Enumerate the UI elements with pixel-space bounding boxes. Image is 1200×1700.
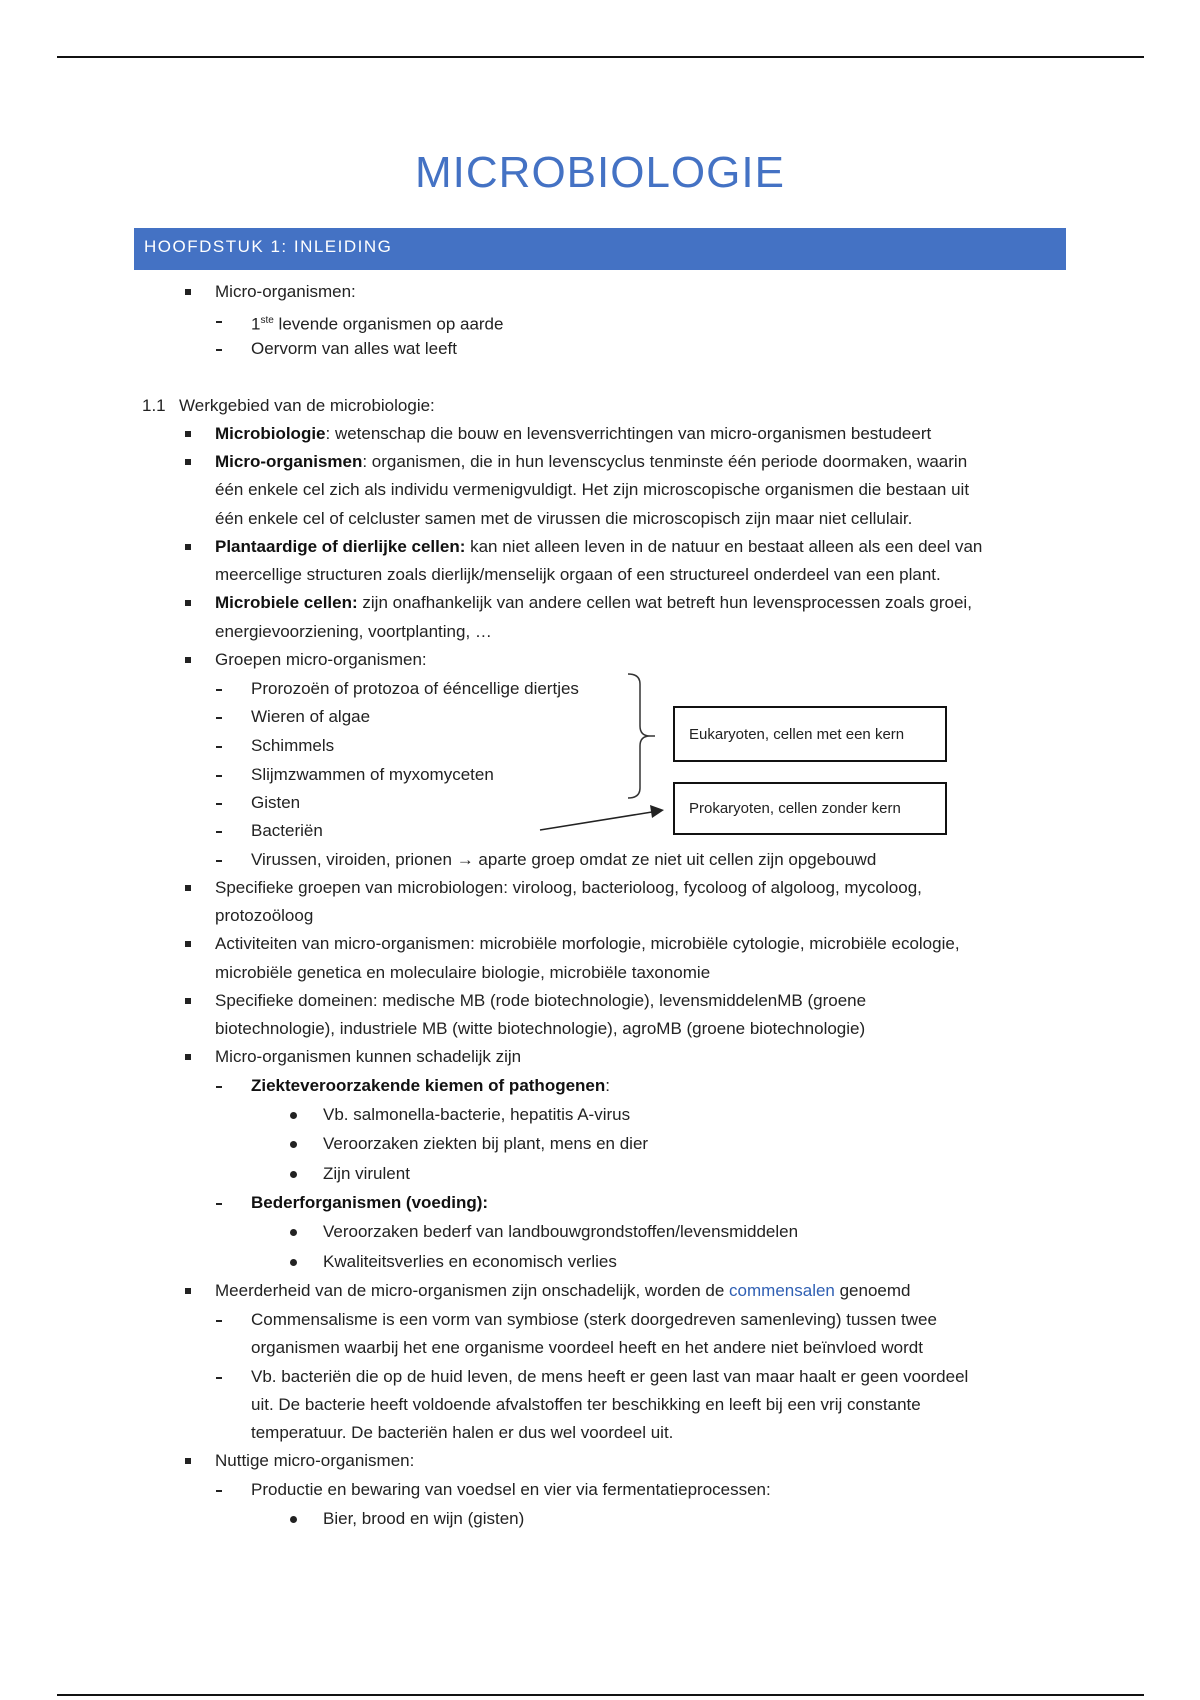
commensalism-2: organismen waarbij het ene organisme voordeel heeft en het andere niet beïnvloed wordt — [251, 1338, 923, 1357]
group-item: Virussen, viroiden, prionen → aparte groep omdat ze niet uit cellen zijn opgebouwd — [251, 850, 877, 869]
curly-brace — [628, 674, 650, 798]
square-bullet — [185, 1054, 191, 1060]
groups-heading: Groepen micro-organismen: — [215, 650, 427, 669]
def-microbiologie: : wetenschap die bouw en levensverrichtingen van micro-organismen bestudeert — [325, 424, 932, 443]
harmless-pre: Meerderheid van de micro-organismen zijn onschadelijk, worden de — [215, 1281, 730, 1300]
intro-sub-1-sup: ste — [260, 315, 274, 326]
dash-bullet — [216, 1490, 222, 1492]
item-micro-organismen-2: één enkele cel zich als individu vermenigvuldigt. Het zijn microscopische organismen die bestaan uit — [215, 480, 970, 499]
dash-bullet — [216, 1377, 222, 1379]
round-bullet — [290, 1171, 297, 1178]
spoilage-item: Kwaliteitsverlies en economisch verlies — [323, 1252, 617, 1271]
pathogen-heading — [251, 1072, 610, 1100]
dash-bullet — [216, 1320, 222, 1322]
round-bullet — [290, 1141, 297, 1148]
group-item: Bacteriën — [251, 821, 323, 840]
spoilage-heading — [251, 1189, 488, 1217]
square-bullet — [185, 885, 191, 891]
group-item: Schimmels — [251, 736, 335, 755]
arrow-line — [540, 812, 652, 830]
term-commensalen: commensalen — [729, 1281, 835, 1300]
group-item: Slijmzwammen of myxomyceten — [251, 765, 494, 784]
dash-bullet — [216, 1086, 222, 1088]
intro-sub-1-text: levende organismen op aarde — [273, 314, 504, 334]
def-micro-organismen-1: : organismen, die in hun levenscyclus tenminste één periode doormaken, waarin — [362, 452, 968, 471]
useful-item: Bier, brood en wijn (gisten) — [323, 1509, 525, 1528]
pathogen-item: Zijn virulent — [323, 1164, 410, 1183]
round-bullet — [290, 1259, 297, 1266]
arrowhead — [650, 805, 664, 818]
intro-sub-1-num: 1 — [251, 314, 261, 334]
section-title: Werkgebied van de microbiologie: — [179, 396, 435, 415]
square-bullet — [185, 1458, 191, 1464]
specific-groups-1: Specifieke groepen van microbiologen: viroloog, bacterioloog, fycoloog of algoloog, mycoloog, — [215, 878, 922, 897]
section-number: 1.1 — [142, 396, 166, 415]
square-bullet — [185, 998, 191, 1004]
square-bullet — [185, 941, 191, 947]
term-plant-dier: Plantaardige of dierlijke cellen: — [215, 537, 466, 556]
specific-groups-2: protozoöloog — [215, 906, 314, 925]
activities-2: microbiële genetica en moleculaire biologie, microbiële taxonomie — [215, 963, 711, 982]
group-item: Prorozoën of protozoa of ééncellige diertjes — [251, 679, 579, 698]
spoilage-item: Veroorzaken bederf van landbouwgrondstoffen/levensmiddelen — [323, 1222, 799, 1241]
useful-heading: Nuttige micro-organismen: — [215, 1451, 415, 1470]
term-microbiologie: Microbiologie — [215, 424, 326, 443]
pathogen-item: Veroorzaken ziekten bij plant, mens en dier — [323, 1134, 649, 1153]
term-spoilage: Bederforganismen (voeding): — [251, 1193, 489, 1212]
pathogen-item: Vb. salmonella-bacterie, hepatitis A-virus — [323, 1105, 631, 1124]
def-microbiele-1: zijn onafhankelijk van andere cellen wat betreft hun levensprocessen zoals groei, — [357, 593, 972, 612]
eukaryoten-box: Eukaryoten, cellen met een kern — [673, 706, 947, 762]
intro-sub-2: Oervorm van alles wat leeft — [251, 339, 457, 358]
example-2: uit. De bacterie heeft voldoende afvalstoffen ter beschikking en leeft bij een vrij constante — [251, 1395, 921, 1414]
harmless-heading — [215, 1277, 911, 1305]
useful-sub: Productie en bewaring van voedsel en vier via fermentatieprocessen: — [251, 1480, 771, 1499]
group-item: Gisten — [251, 793, 301, 812]
item-microbiele-2: energievoorziening, voortplanting, … — [215, 622, 492, 641]
term-micro-organismen: Micro-organismen — [215, 452, 363, 471]
round-bullet — [290, 1229, 297, 1236]
round-bullet — [290, 1112, 297, 1119]
chapter-heading: HOOFDSTUK 1: INLEIDING — [134, 228, 1066, 270]
harmless-post: genoemd — [834, 1281, 911, 1300]
round-bullet — [290, 1516, 297, 1523]
item-plant-dier-2: meercellige structuren zoals dierlijk/menselijk orgaan of een structureel onderdeel van een plant. — [215, 565, 941, 584]
domains-1: Specifieke domeinen: medische MB (rode biotechnologie), levensmiddelenMB (groene — [215, 991, 867, 1010]
example-3: temperatuur. De bacteriën halen er dus wel voordeel uit. — [251, 1423, 674, 1442]
def-plant-dier-1: kan niet alleen leven in de natuur en bestaat alleen als een deel van — [465, 537, 983, 556]
item-micro-organismen-3: één enkele cel of celcluster samen met de virussen die microscopisch zijn maar niet cellulair. — [215, 509, 913, 528]
harmful-heading: Micro-organismen kunnen schadelijk zijn — [215, 1047, 522, 1066]
square-bullet — [185, 1288, 191, 1294]
activities-1: Activiteiten van micro-organismen: microbiële morfologie, microbiële cytologie, microbiële ecologie, — [215, 934, 960, 953]
term-pathogen: Ziekteveroorzakende kiemen of pathogenen — [251, 1076, 606, 1095]
prokaryoten-box: Prokaryoten, cellen zonder kern — [673, 782, 947, 835]
dash-bullet — [216, 1203, 222, 1205]
group-item: Wieren of algae — [251, 707, 371, 726]
example-1: Vb. bacteriën die op de huid leven, de mens heeft er geen last van maar haalt er geen voordeel — [251, 1367, 969, 1386]
term-microbiele: Microbiele cellen: — [215, 593, 358, 612]
pathogen-colon: : — [605, 1076, 610, 1095]
domains-2: biotechnologie), industriele MB (witte biotechnologie), agroMB (groene biotechnologie) — [215, 1019, 866, 1038]
page-title: MICROBIOLOGIE — [415, 148, 785, 197]
intro-heading: Micro-organismen: — [215, 282, 356, 301]
commensalism-1: Commensalisme is een vorm van symbiose (sterk doorgedreven samenleving) tussen twee — [251, 1310, 937, 1329]
